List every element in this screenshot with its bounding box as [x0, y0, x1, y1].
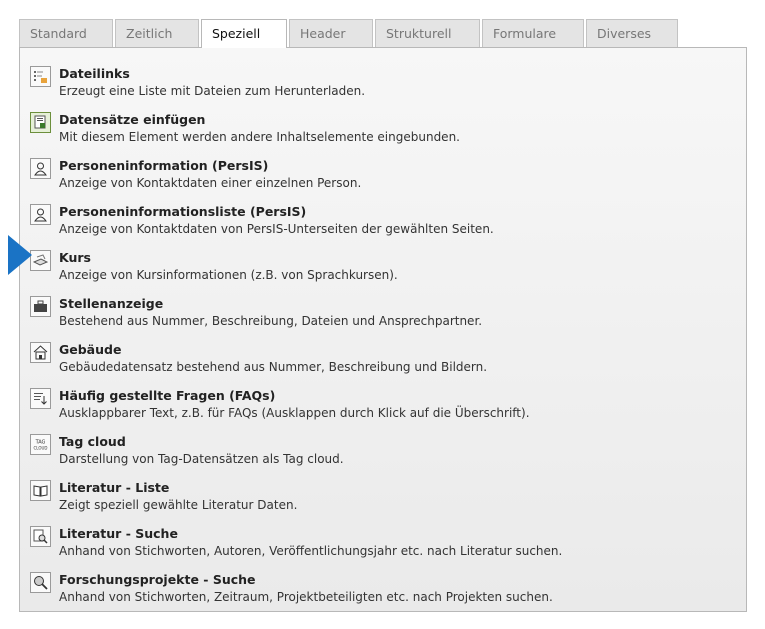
element-stellenanzeige[interactable]	[20, 284, 746, 330]
book-icon	[30, 480, 51, 501]
element-description: Anhand von Stichworten, Autoren, Veröffentlichungsjahr etc. nach Literatur suchen.	[59, 544, 563, 558]
tab-speziell[interactable]: Speziell	[201, 19, 287, 48]
pointer-arrow-icon	[8, 235, 32, 275]
element-description: Ausklappbarer Text, z.B. für FAQs (Ausklappen durch Klick auf die Überschrift).	[59, 406, 530, 420]
element-title: Forschungsprojekte - Suche	[59, 572, 256, 587]
element-title: Gebäude	[59, 342, 122, 357]
course-icon	[30, 250, 51, 271]
building-icon	[30, 342, 51, 363]
element-literatur-suche[interactable]	[20, 514, 746, 560]
element-title: Dateilinks	[59, 66, 130, 81]
element-title: Stellenanzeige	[59, 296, 164, 311]
content-element-panel	[19, 47, 747, 612]
element-description: Zeigt speziell gewählte Literatur Daten.	[59, 498, 298, 512]
element-description: Anzeige von Kursinformationen (z.B. von Sprachkursen).	[59, 268, 398, 282]
tag-cloud-icon	[30, 434, 51, 455]
element-description: Anzeige von Kontaktdaten von PersIS-Unterseiten der gewählten Seiten.	[59, 222, 494, 236]
element-forschungsprojekte-suche[interactable]	[20, 560, 746, 606]
element-datensaetze-einfuegen[interactable]	[20, 100, 746, 146]
element-title: Tag cloud	[59, 434, 126, 449]
tab-strukturell[interactable]: Strukturell	[375, 19, 480, 47]
element-faq[interactable]	[20, 376, 746, 422]
research-search-icon	[30, 572, 51, 593]
tab-zeitlich[interactable]: Zeitlich	[115, 19, 199, 47]
element-title: Kurs	[59, 250, 91, 265]
element-dateilinks[interactable]	[20, 54, 746, 100]
element-description: Anhand von Stichworten, Zeitraum, Projektbeteiligten etc. nach Projekten suchen.	[59, 590, 553, 604]
faq-icon	[30, 388, 51, 409]
element-tag-cloud[interactable]	[20, 422, 746, 468]
element-personeninformation[interactable]	[20, 146, 746, 192]
element-title: Datensätze einfügen	[59, 112, 206, 127]
file-links-icon	[30, 66, 51, 87]
tab-diverses[interactable]: Diverses	[586, 19, 678, 47]
element-literatur-liste[interactable]	[20, 468, 746, 514]
element-title: Personeninformationsliste (PersIS)	[59, 204, 307, 219]
element-title: Literatur - Liste	[59, 480, 170, 495]
briefcase-icon	[30, 296, 51, 317]
element-title: Häufig gestellte Fragen (FAQs)	[59, 388, 276, 403]
element-gebaeude[interactable]	[20, 330, 746, 376]
svg-text:TAG: TAG	[35, 439, 46, 446]
element-personeninformationsliste[interactable]	[20, 192, 746, 238]
insert-records-icon	[30, 112, 51, 133]
tab-formulare[interactable]: Formulare	[482, 19, 584, 47]
tab-standard[interactable]: Standard	[19, 19, 113, 47]
element-description: Anzeige von Kontaktdaten einer einzelnen Person.	[59, 176, 362, 190]
person-icon	[30, 158, 51, 179]
tab-bar	[19, 19, 680, 47]
element-description: Erzeugt eine Liste mit Dateien zum Herunterladen.	[59, 84, 366, 98]
element-title: Literatur - Suche	[59, 526, 178, 541]
element-title: Personeninformation (PersIS)	[59, 158, 269, 173]
person-list-icon	[30, 204, 51, 225]
tab-header[interactable]: Header	[289, 19, 373, 47]
element-description: Gebäudedatensatz bestehend aus Nummer, Beschreibung und Bildern.	[59, 360, 488, 374]
svg-text:CLOUD: CLOUD	[33, 445, 48, 451]
element-description: Darstellung von Tag-Datensätzen als Tag cloud.	[59, 452, 344, 466]
literature-search-icon	[30, 526, 51, 547]
element-description: Mit diesem Element werden andere Inhaltselemente eingebunden.	[59, 130, 460, 144]
element-description: Bestehend aus Nummer, Beschreibung, Dateien und Ansprechpartner.	[59, 314, 483, 328]
element-kurs[interactable]	[20, 238, 746, 284]
